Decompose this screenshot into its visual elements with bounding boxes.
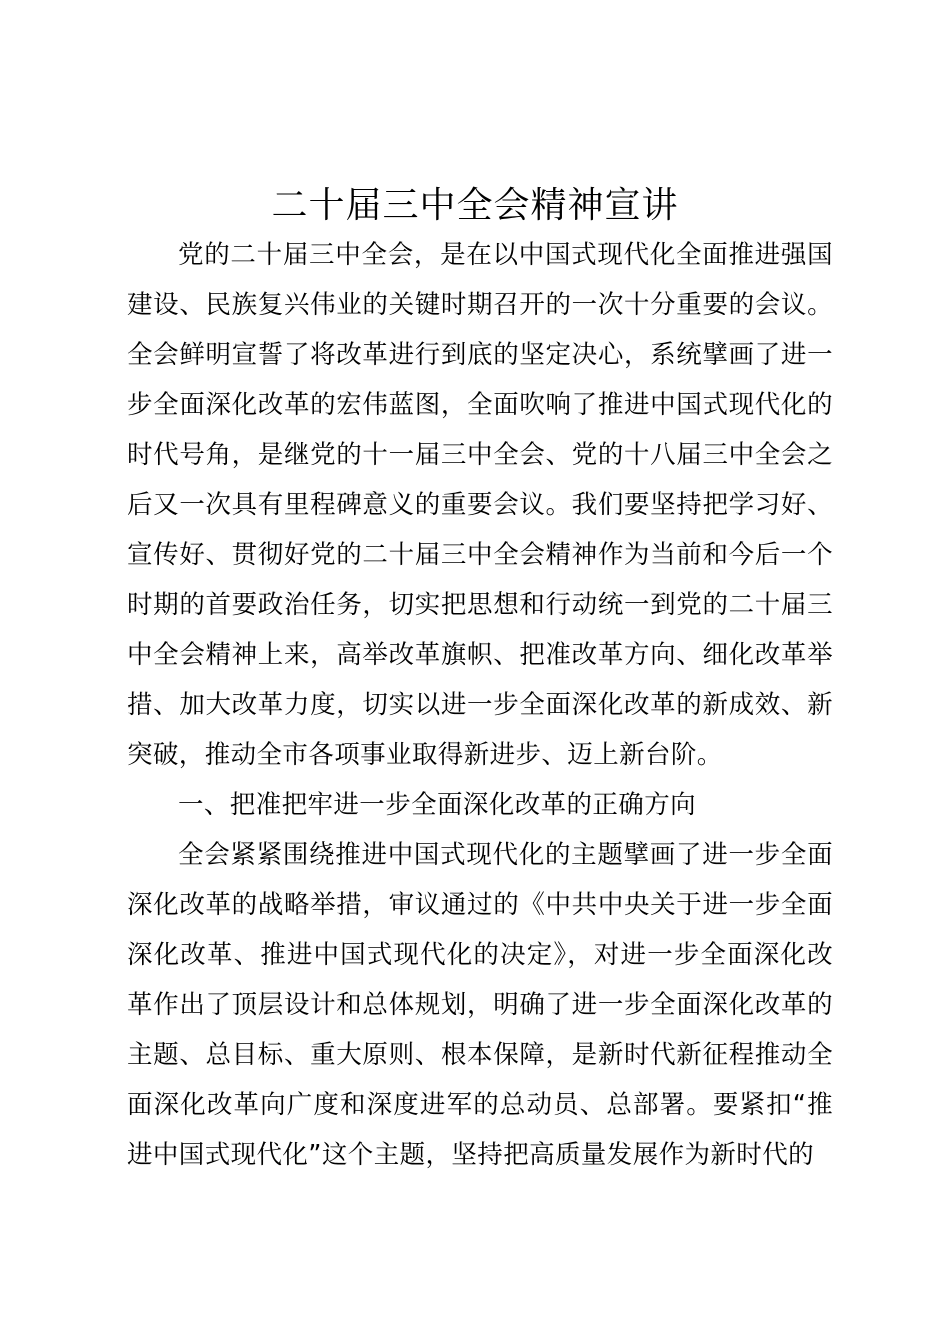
section-1-heading: 一、把准把牢进一步全面深化改革的正确方向 <box>178 790 697 820</box>
document-title: 二十届三中全会精神宣讲 <box>271 185 679 226</box>
intro-paragraph: 党的二十届三中全会，是在以中国式现代化全面推进强国建设、民族复兴伟业的关键时期召开的一次十分重要的会议。全会鲜明宣誓了将改革进行到底的坚定决心，系统擘画了进一步全面深化改革的宏伟蓝图，全面吹响了推进中国式现代化的时代号角，是继党的十一届三中全会、党的十八届三中全会之后又一次具有里程碑意义的重要会议。我们要坚持把学习好、宣传好、贯彻好党的二十届三中全会精神作为当前和今后一个时期的首要政治任务，切实把思想和行动统一到党的二十届三中全会精神上来，高举改革旗帜、把准改革方向、细化改革举措、加大改革力度，切实以进一步全面深化改革的新成效、新突破，推动全市各项事业取得新进步、迈上新台阶。 <box>127 240 833 770</box>
document-body <box>127 230 833 1180</box>
section-1-paragraph: 全会紧紧围绕推进中国式现代化的主题擘画了进一步全面深化改革的战略举措，审议通过的《中共中央关于进一步全面深化改革、推进中国式现代化的决定》，对进一步全面深化改革作出了顶层设计和总体规划，明确了进一步全面深化改革的主题、总目标、重大原则、根本保障，是新时代新征程推动全面深化改革向广度和深度进军的总动员、总部署。要紧扣“推进中国式现代化”这个主题，坚持把高质量发展作为新时代的 <box>127 840 833 1170</box>
